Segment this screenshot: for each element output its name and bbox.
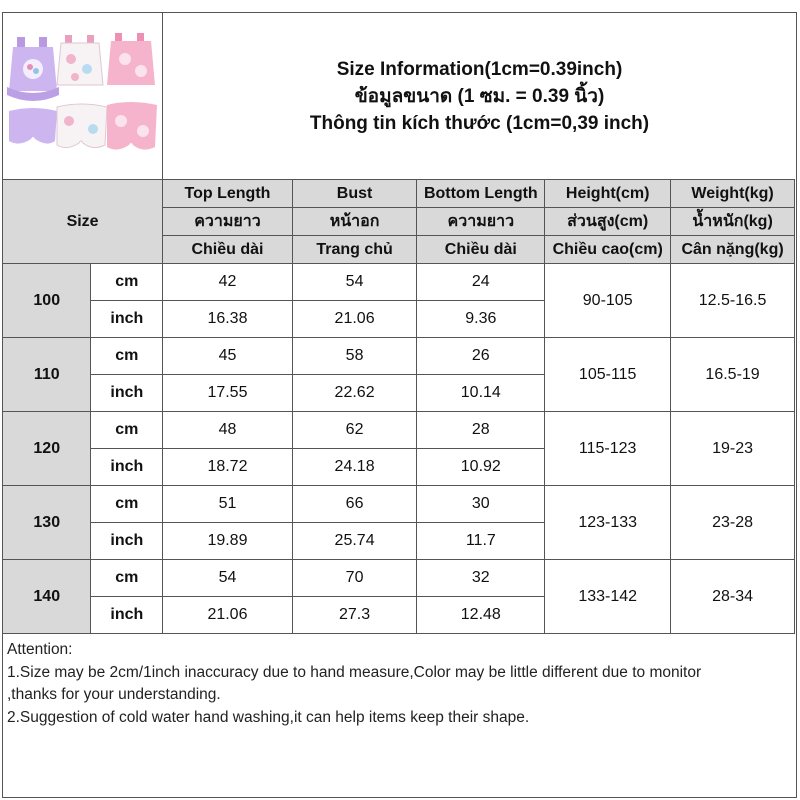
table-row — [3, 486, 795, 523]
attention-title: Attention: — [7, 641, 73, 658]
product-photo-illustration — [3, 13, 162, 179]
value-cell: 9.36 — [417, 301, 545, 338]
col-header-top-length-th: ความยาว — [163, 208, 293, 236]
height-cell: 90-105 — [545, 264, 671, 338]
value-cell: 48 — [163, 412, 293, 449]
unit-cell: inch — [91, 375, 163, 412]
value-cell: 45 — [163, 338, 293, 375]
col-header-weight-th: น้ำหนัก(kg) — [671, 208, 795, 236]
value-cell: 66 — [292, 486, 417, 523]
weight-cell: 16.5-19 — [671, 338, 795, 412]
value-cell: 26 — [417, 338, 545, 375]
chart-titles — [163, 13, 796, 180]
value-cell: 58 — [292, 338, 417, 375]
col-header-weight-vi: Cân nặng(kg) — [671, 236, 795, 264]
height-cell: 123-133 — [545, 486, 671, 560]
size-cell: 110 — [3, 338, 91, 412]
value-cell: 62 — [292, 412, 417, 449]
product-image — [3, 13, 163, 180]
value-cell: 51 — [163, 486, 293, 523]
table-row — [3, 412, 795, 449]
attention-line-2: ,thanks for your understanding. — [7, 686, 221, 703]
col-header-height: Height(cm) — [545, 180, 671, 208]
size-header: Size — [3, 180, 163, 264]
unit-cell: cm — [91, 560, 163, 597]
value-cell: 17.55 — [163, 375, 293, 412]
value-cell: 24 — [417, 264, 545, 301]
value-cell: 28 — [417, 412, 545, 449]
col-header-height-vi: Chiều cao(cm) — [545, 236, 671, 264]
unit-cell: cm — [91, 412, 163, 449]
unit-cell: cm — [91, 486, 163, 523]
col-header-bottom-length-th: ความยาว — [417, 208, 545, 236]
attention-line-1: 1.Size may be 2cm/1inch inaccuracy due to hand measure,Color may be little different due to monitor — [7, 663, 702, 681]
size-cell: 120 — [3, 412, 91, 486]
value-cell: 12.48 — [417, 597, 545, 634]
attention-line-3: 2.Suggestion of cold water hand washing,it can help items keep their shape. — [7, 708, 530, 726]
value-cell: 27.3 — [292, 597, 417, 634]
size-chart — [2, 12, 797, 798]
unit-cell: cm — [91, 338, 163, 375]
value-cell: 54 — [292, 264, 417, 301]
value-cell: 19.89 — [163, 523, 293, 560]
table-row — [3, 338, 795, 375]
col-header-top-length: Top Length — [163, 180, 293, 208]
weight-cell: 12.5-16.5 — [671, 264, 795, 338]
value-cell: 30 — [417, 486, 545, 523]
value-cell: 21.06 — [292, 301, 417, 338]
col-header-bust-th: หน้าอก — [292, 208, 417, 236]
chart-header — [3, 13, 796, 180]
col-header-height-th: ส่วนสูง(cm) — [545, 208, 671, 236]
value-cell: 22.62 — [292, 375, 417, 412]
weight-cell: 19-23 — [671, 412, 795, 486]
unit-cell: inch — [91, 523, 163, 560]
col-header-bottom-length: Bottom Length — [417, 180, 545, 208]
attention-notes — [3, 636, 796, 732]
weight-cell: 23-28 — [671, 486, 795, 560]
unit-cell: inch — [91, 301, 163, 338]
title-vietnamese: Thông tin kích thước (1cm=0,39 inch) — [309, 113, 650, 134]
size-table — [2, 179, 795, 634]
title-thai: ข้อมูลขนาด (1 ซม. = 0.39 นิ้ว) — [354, 86, 605, 107]
table-row — [3, 264, 795, 301]
height-cell: 133-142 — [545, 560, 671, 634]
value-cell: 42 — [163, 264, 293, 301]
value-cell: 21.06 — [163, 597, 293, 634]
value-cell: 24.18 — [292, 449, 417, 486]
unit-cell: cm — [91, 264, 163, 301]
value-cell: 54 — [163, 560, 293, 597]
weight-cell: 28-34 — [671, 560, 795, 634]
value-cell: 25.74 — [292, 523, 417, 560]
value-cell: 18.72 — [163, 449, 293, 486]
value-cell: 10.14 — [417, 375, 545, 412]
value-cell: 70 — [292, 560, 417, 597]
unit-cell: inch — [91, 597, 163, 634]
height-cell: 105-115 — [545, 338, 671, 412]
value-cell: 16.38 — [163, 301, 293, 338]
table-row — [3, 560, 795, 597]
size-cell: 130 — [3, 486, 91, 560]
value-cell: 10.92 — [417, 449, 545, 486]
value-cell: 11.7 — [417, 523, 545, 560]
col-header-bust: Bust — [292, 180, 417, 208]
col-header-top-length-vi: Chiều dài — [163, 236, 293, 264]
value-cell: 32 — [417, 560, 545, 597]
size-table-body — [3, 180, 795, 634]
size-cell: 100 — [3, 264, 91, 338]
height-cell: 115-123 — [545, 412, 671, 486]
size-cell: 140 — [3, 560, 91, 634]
col-header-weight: Weight(kg) — [671, 180, 795, 208]
unit-cell: inch — [91, 449, 163, 486]
col-header-bust-vi: Trang chủ — [292, 236, 417, 264]
title-english: Size Information(1cm=0.39inch) — [336, 59, 623, 80]
col-header-bottom-length-vi: Chiều dài — [417, 236, 545, 264]
